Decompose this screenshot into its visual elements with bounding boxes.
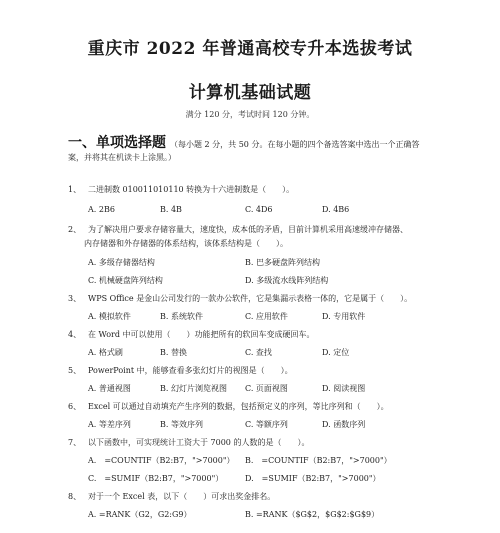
question-number: 7、: [68, 438, 82, 447]
question-text: WPS Office 是金山公司发行的一款办公软件，它是集漏示表格一体的，它是属于（ ）。: [88, 294, 413, 303]
question-4: [68, 329, 488, 341]
option-a: A. 多级存储器结构: [88, 258, 155, 267]
question-text: 二进制数 010011010110 转换为十六进制数是（ ）。: [88, 185, 295, 194]
question-number: 4、: [68, 330, 82, 339]
question-number: 1、: [68, 185, 82, 194]
option-b: B. 4B: [160, 205, 182, 214]
option-a: A. =COUNTIF（B2:B7，">7000"）: [88, 456, 235, 465]
option-b: B. 幻灯片浏览视图: [160, 384, 227, 393]
question-number: 6、: [68, 402, 82, 411]
question-3: [68, 293, 488, 305]
option-d: D. 定位: [322, 348, 350, 357]
question-1: [68, 184, 488, 196]
option-d: D. =SUMIF（B2:B7，">7000"）: [245, 474, 381, 483]
exam-subtitle: 计算机基础试题: [188, 83, 312, 103]
question-text: 对于一个 Excel 表，以下（ ）可求出奖金排名。: [88, 492, 276, 501]
option-d: D. 阅读视图: [322, 384, 366, 393]
option-b: B. =RANK（$G$2，$G$2:$G$9）: [245, 510, 380, 519]
option-b: B. =COUNTIF（B2:B7，">7000"）: [245, 456, 392, 465]
section-heading: 一、单项选择题: [68, 135, 166, 151]
question-number: 8、: [68, 492, 82, 501]
option-c: C. 4D6: [245, 205, 273, 214]
option-d: D. 专用软件: [322, 312, 366, 321]
option-c: C. 等额序列: [245, 420, 288, 429]
question-2-cont: 内存储器和外存储器的体系结构，该体系结构是（ ）。: [84, 239, 288, 248]
option-c: C. 页面视图: [245, 384, 288, 393]
question-5: [68, 365, 488, 377]
option-a: A. 格式刷: [88, 348, 123, 357]
question-8: [68, 491, 488, 503]
option-c: C. 应用软件: [245, 312, 288, 321]
section-instructions-1: （每小题 2 分，共 50 分。在每小题的四个备选答案中选出一个正确答: [170, 140, 420, 149]
section-instructions-2: 案，并将其在机读卡上涂黑。）: [68, 153, 176, 162]
question-text: Excel 可以通过自动填充产生序列的数据，包括预定义的序列，等比序列和（ ）。: [88, 402, 389, 411]
question-text: 以下函数中，可实现统计工资大于 7000 的人数的是（ ）。: [88, 438, 310, 447]
question-2: [68, 224, 488, 236]
question-text: PowerPoint 中，能够查看多张幻灯片的视图是（ ）。: [88, 366, 293, 375]
question-number: 5、: [68, 366, 82, 375]
option-d: D. 函数序列: [322, 420, 366, 429]
option-d: D. 多级流水线阵列结构: [245, 276, 329, 285]
question-7: [68, 437, 488, 449]
exam-title: 重庆市 2022 年普通高校专升本选拔考试: [87, 39, 413, 59]
exam-meta: 满分 120 分，考试时间 120 分钟。: [185, 110, 315, 119]
option-a: A. =RANK（G2，G2:G9）: [88, 510, 192, 519]
section-heading-block: [68, 137, 488, 164]
option-a: A. 普通视图: [88, 384, 131, 393]
question-number: 3、: [68, 294, 82, 303]
option-b: B. 等效序列: [160, 420, 203, 429]
option-c: C. =SUMIF（B2:B7，">7000"）: [88, 474, 224, 483]
question-text: 在 Word 中可以使用（ ）功能把所有的软回车变成硬回车。: [88, 330, 315, 339]
option-c: C. 查找: [245, 348, 272, 357]
question-6: [68, 401, 488, 413]
option-c: C. 机械硬盘阵列结构: [88, 276, 163, 285]
option-d: D. 4B6: [322, 205, 350, 214]
option-a: A. 2B6: [88, 205, 115, 214]
option-b: B. 系统软件: [160, 312, 203, 321]
question-number: 2、: [68, 225, 82, 234]
option-b: B. 替换: [160, 348, 187, 357]
option-a: A. 模拟软件: [88, 312, 131, 321]
option-b: B. 巴多硬盘阵列结构: [245, 258, 320, 267]
question-text: 为了解决用户要求存储容量大，速度快，成本低的矛盾，目前计算机采用高速缓冲存储器、: [88, 225, 408, 234]
option-a: A. 等差序列: [88, 420, 131, 429]
